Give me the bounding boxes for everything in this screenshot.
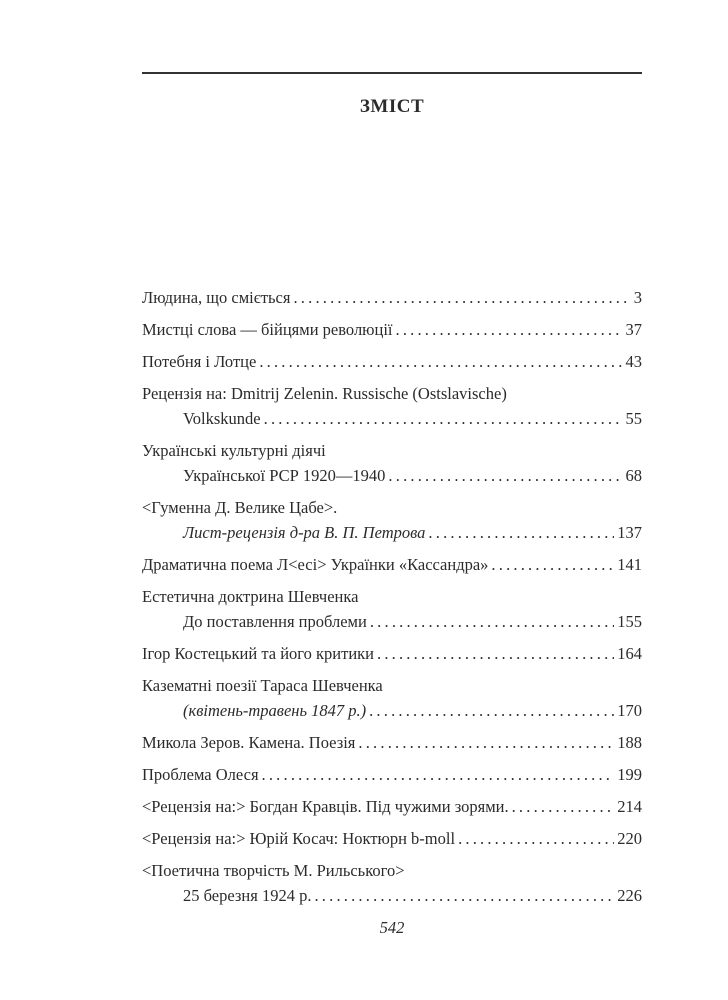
toc-entry[interactable] — [142, 438, 642, 488]
dot-leader — [458, 826, 614, 851]
toc-entry-title: (квітень-травень 1847 р.) — [183, 701, 367, 720]
toc-entry-title: Рецензія на: Dmitrij Zelenin. Russische (Ostslavische) — [142, 384, 507, 403]
toc-entry-title: Мистці слова — бійцями революції — [142, 320, 393, 339]
toc-entry[interactable] — [142, 584, 642, 634]
toc-entry-title: До поставлення проблеми — [183, 612, 367, 631]
toc-page-number: 141 — [617, 555, 642, 574]
toc-entry-line — [142, 826, 642, 851]
toc-page-number: 68 — [625, 466, 642, 485]
toc-entry[interactable] — [142, 673, 642, 723]
dot-leader — [388, 463, 622, 488]
toc-entry-title: Ігор Костецький та його критики — [142, 644, 374, 663]
toc-entry[interactable] — [142, 552, 642, 577]
toc-entry-title: Лист-рецензія д-ра В. П. Петрова — [183, 523, 426, 542]
toc-entry-title: Volkskunde — [183, 409, 261, 428]
toc-entry-line — [142, 317, 642, 342]
toc-entry[interactable] — [142, 794, 642, 819]
page-title: ЗМІСТ — [359, 96, 425, 117]
toc-entry-title: Драматична поема Л<есі> Українки «Кассандра» — [142, 555, 489, 574]
dot-leader — [428, 520, 614, 545]
dot-leader — [491, 552, 614, 577]
toc-page-number: 188 — [617, 733, 642, 752]
dot-leader — [369, 698, 614, 723]
toc-entry[interactable] — [142, 858, 642, 908]
page-number: 542 — [379, 918, 405, 937]
toc-entry[interactable] — [142, 495, 642, 545]
toc-page-number: 55 — [625, 409, 642, 428]
dot-leader — [262, 762, 615, 787]
toc-page-number: 170 — [617, 701, 642, 720]
dot-leader — [377, 641, 614, 666]
toc-entry-line — [142, 349, 642, 374]
dot-leader — [264, 406, 623, 431]
dot-leader — [358, 730, 614, 755]
dot-leader — [512, 794, 615, 819]
toc-entry-line — [142, 698, 642, 723]
toc-page-number: 226 — [617, 886, 642, 905]
toc-entry-line — [142, 520, 642, 545]
toc-entry[interactable] — [142, 730, 642, 755]
toc-page-number: 220 — [617, 829, 642, 848]
toc-entry[interactable] — [142, 641, 642, 666]
dot-leader — [293, 285, 630, 310]
toc-entry-title: <Рецензія на:> Юрій Косач: Ноктюрн b-moll — [142, 829, 456, 848]
toc-entry-line — [142, 584, 642, 609]
toc-entry-line — [142, 730, 642, 755]
toc-entry[interactable] — [142, 381, 642, 431]
toc-entry-title: Казематні поезії Тараса Шевченка — [142, 676, 383, 695]
toc-entry-title: <Гуменна Д. Велике Цабе>. — [142, 498, 338, 517]
toc-entry-line — [142, 438, 642, 463]
toc-page-number: 137 — [617, 523, 642, 542]
toc-entry-title: Проблема Олеся — [142, 765, 259, 784]
table-of-contents — [142, 285, 642, 915]
toc-entry-line — [142, 794, 642, 819]
toc-entry-title: Української РСР 1920—1940 — [183, 466, 386, 485]
toc-page-number: 164 — [617, 644, 642, 663]
toc-entry-title: Естетична доктрина Шевченка — [142, 587, 359, 606]
toc-entry-title: Потебня і Лотце — [142, 352, 257, 371]
toc-entry-line — [142, 762, 642, 787]
toc-entry-line — [142, 381, 642, 406]
toc-entry-line — [142, 463, 642, 488]
toc-entry[interactable] — [142, 349, 642, 374]
toc-page-number: 43 — [625, 352, 642, 371]
toc-page-number: 37 — [625, 320, 642, 339]
dot-leader — [314, 883, 614, 908]
toc-page-number: 155 — [617, 612, 642, 631]
toc-entry[interactable] — [142, 826, 642, 851]
toc-page-number: 199 — [617, 765, 642, 784]
dot-leader — [370, 609, 614, 634]
toc-entry-line — [142, 406, 642, 431]
dot-leader — [396, 317, 623, 342]
toc-entry-line — [142, 673, 642, 698]
toc-entry-line — [142, 883, 642, 908]
header-rule — [142, 72, 642, 74]
toc-page-number: 214 — [617, 797, 642, 816]
dot-leader — [259, 349, 622, 374]
toc-entry-line — [142, 641, 642, 666]
toc-entry-title: Микола Зеров. Камена. Поезія — [142, 733, 356, 752]
toc-page-number: 3 — [633, 288, 642, 307]
toc-entry-title: Людина, що сміється — [142, 288, 291, 307]
toc-entry-line — [142, 285, 642, 310]
toc-entry-title: <Поетична творчість М. Рильського> — [142, 861, 405, 880]
toc-entry-title: Українські культурні діячі — [142, 441, 326, 460]
toc-entry-title: <Рецензія на:> Богдан Кравців. Під чужими зорями. — [142, 797, 509, 816]
toc-entry-line — [142, 552, 642, 577]
toc-entry-title: 25 березня 1924 р. — [183, 886, 312, 905]
toc-entry-line — [142, 609, 642, 634]
toc-entry[interactable] — [142, 317, 642, 342]
toc-entry-line — [142, 495, 642, 520]
toc-entry[interactable] — [142, 762, 642, 787]
toc-entry-line — [142, 858, 642, 883]
toc-entry[interactable] — [142, 285, 642, 310]
